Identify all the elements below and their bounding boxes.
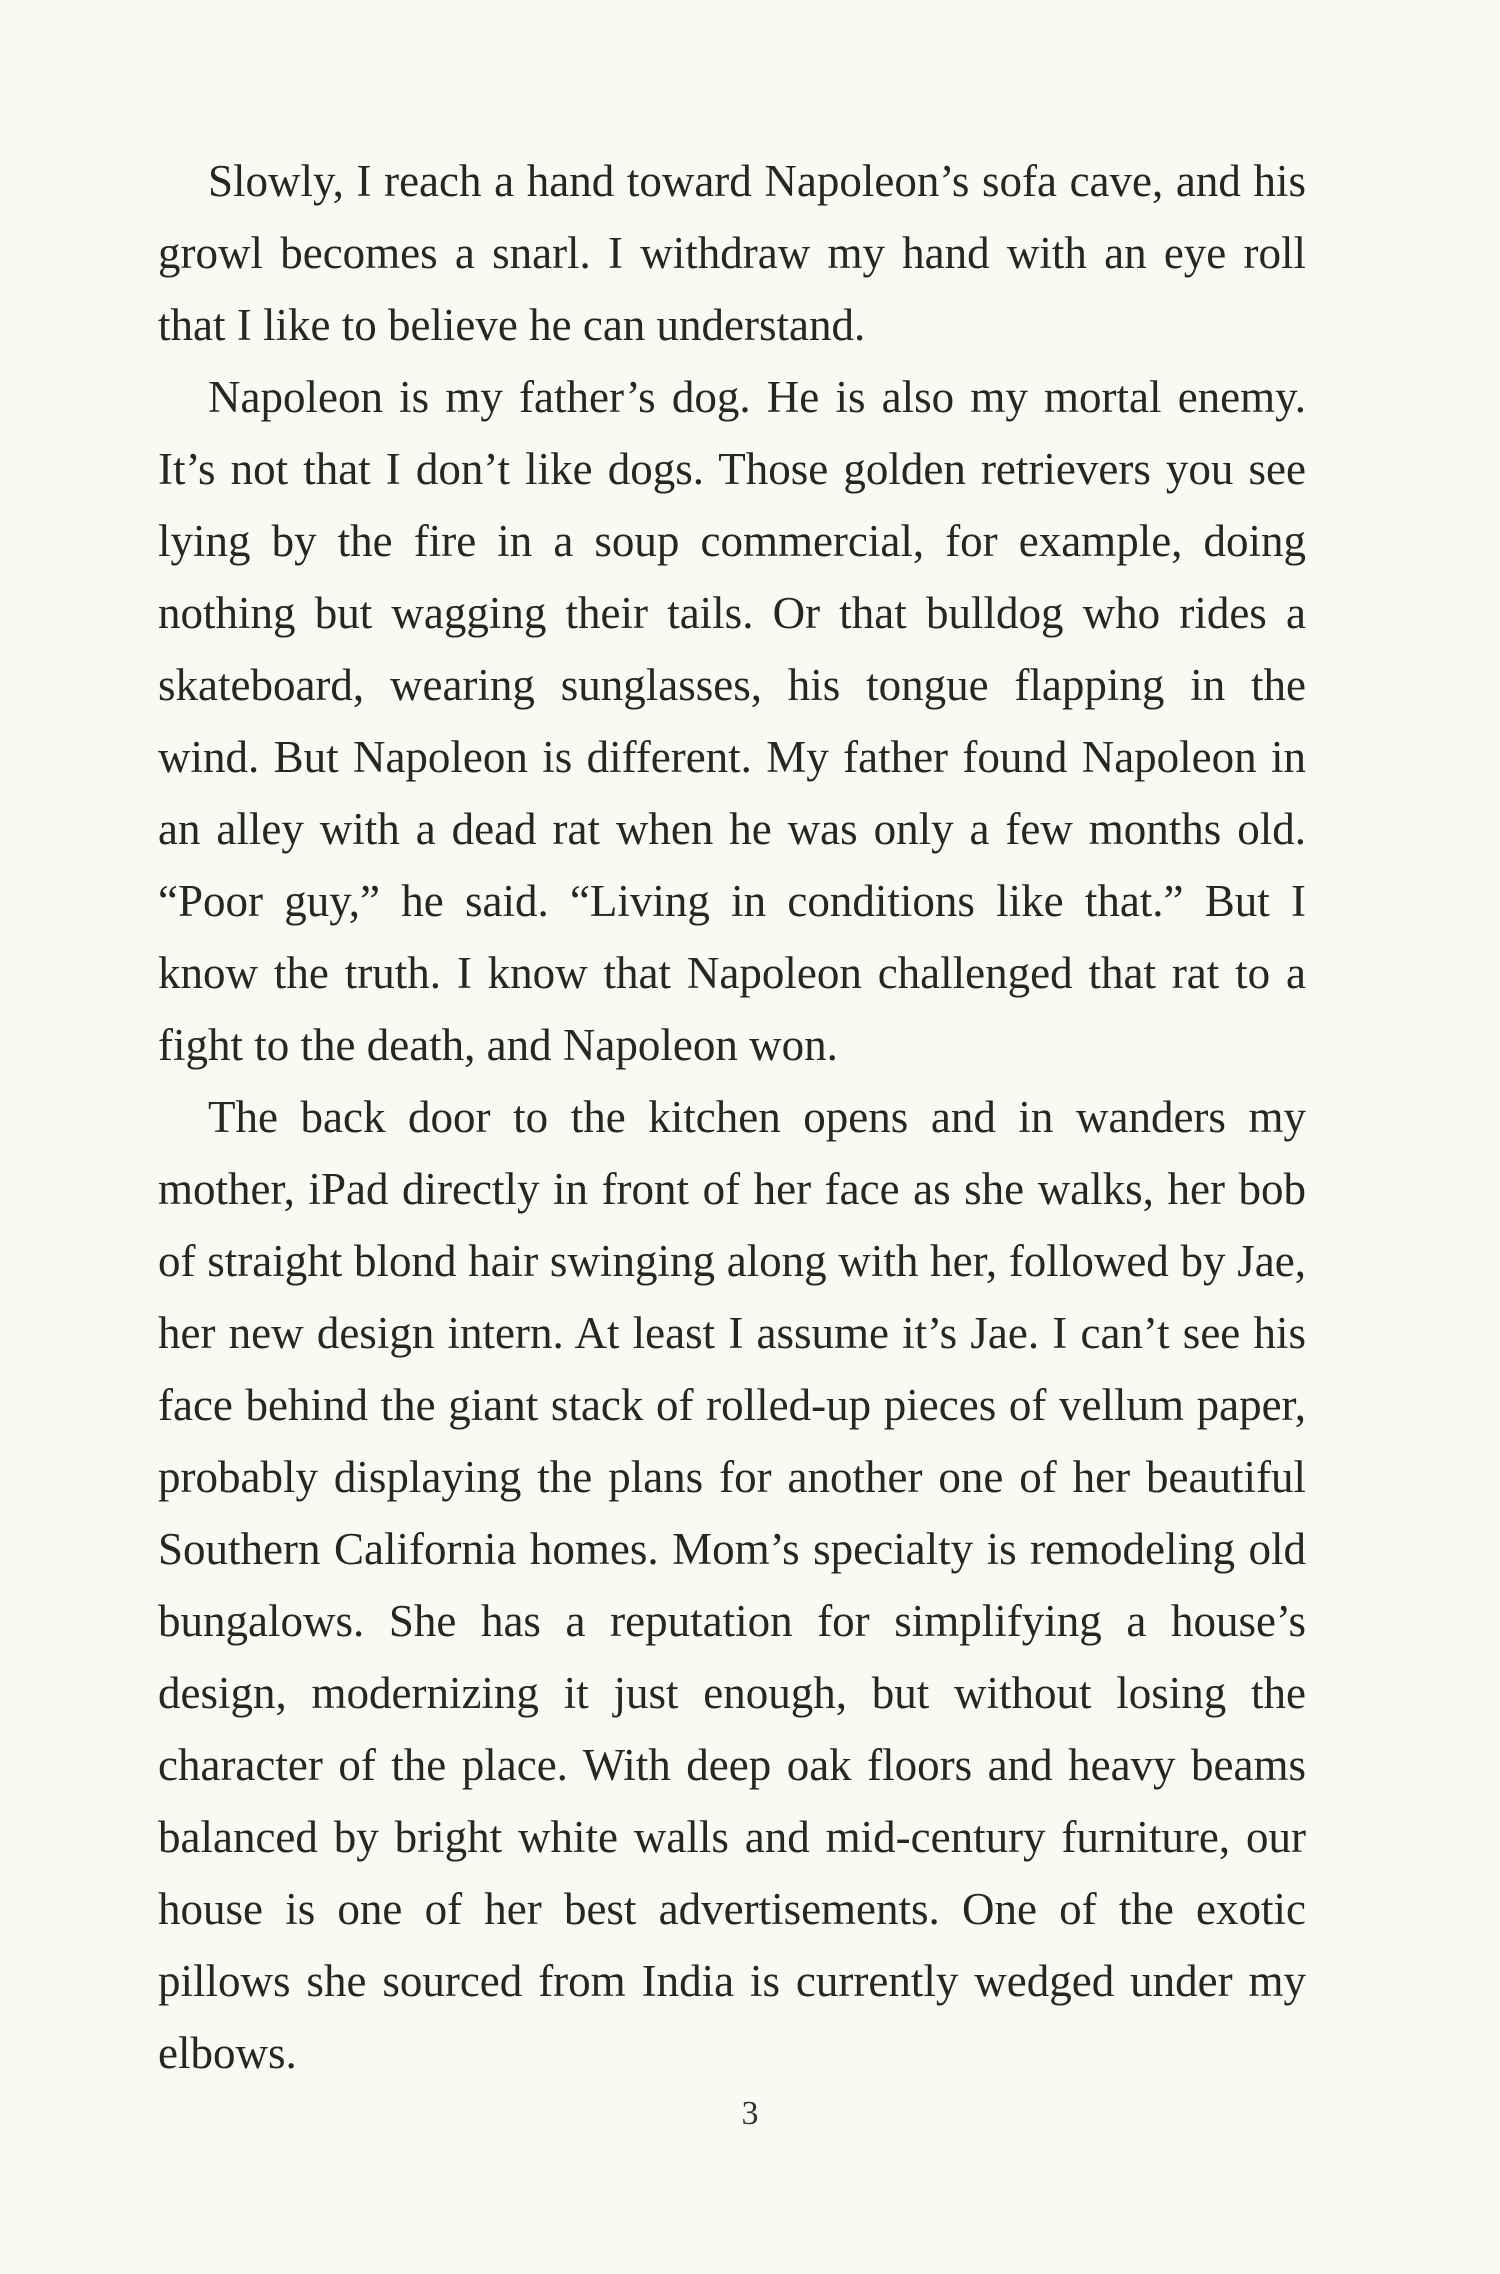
- paragraph-3: The back door to the kitchen opens and in wanders my mother, iPad directly in front of her face as she walks, her bob of straight blond hair swinging along with her, followed by Jae, her new design intern. At least I assume it’s Jae. I can’t see his face behind the giant stack of rolled-up pieces of vellum paper, probably displaying the plans for another one of her beautiful Southern California homes. Mom’s specialty is remodeling old bungalows. She has a reputation for simplifying a house’s design, modernizing it just enough, but without losing the character of the place. With deep oak floors and heavy beams balanced by bright white walls and mid-century furniture, our house is one of her best advertisements. One of the exotic pillows she sourced from India is currently wedged under my elbows.: [158, 1092, 1306, 2078]
- paragraph-1: Slowly, I reach a hand toward Napoleon’s sofa cave, and his growl becomes a snarl. I withdraw my hand with an eye roll that I like to believe he can understand.: [158, 156, 1306, 350]
- paragraph-2: Napoleon is my father’s dog. He is also my mortal enemy. It’s not that I don’t like dogs. Those golden retrievers you see lying by the fire in a soup commercial, for example, doing nothing but wagging their tails. Or that bulldog who rides a skateboard, wearing sunglasses, his tongue flapping in the wind. But Napoleon is different. My father found Napoleon in an alley with a dead rat when he was only a few months old. “Poor guy,” he said. “Living in conditions like that.” But I know the truth. I know that Napoleon challenged that rat to a fight to the death, and Napoleon won.: [158, 372, 1306, 1070]
- page-number: 3: [741, 2095, 759, 2132]
- body-text: [158, 145, 1306, 2089]
